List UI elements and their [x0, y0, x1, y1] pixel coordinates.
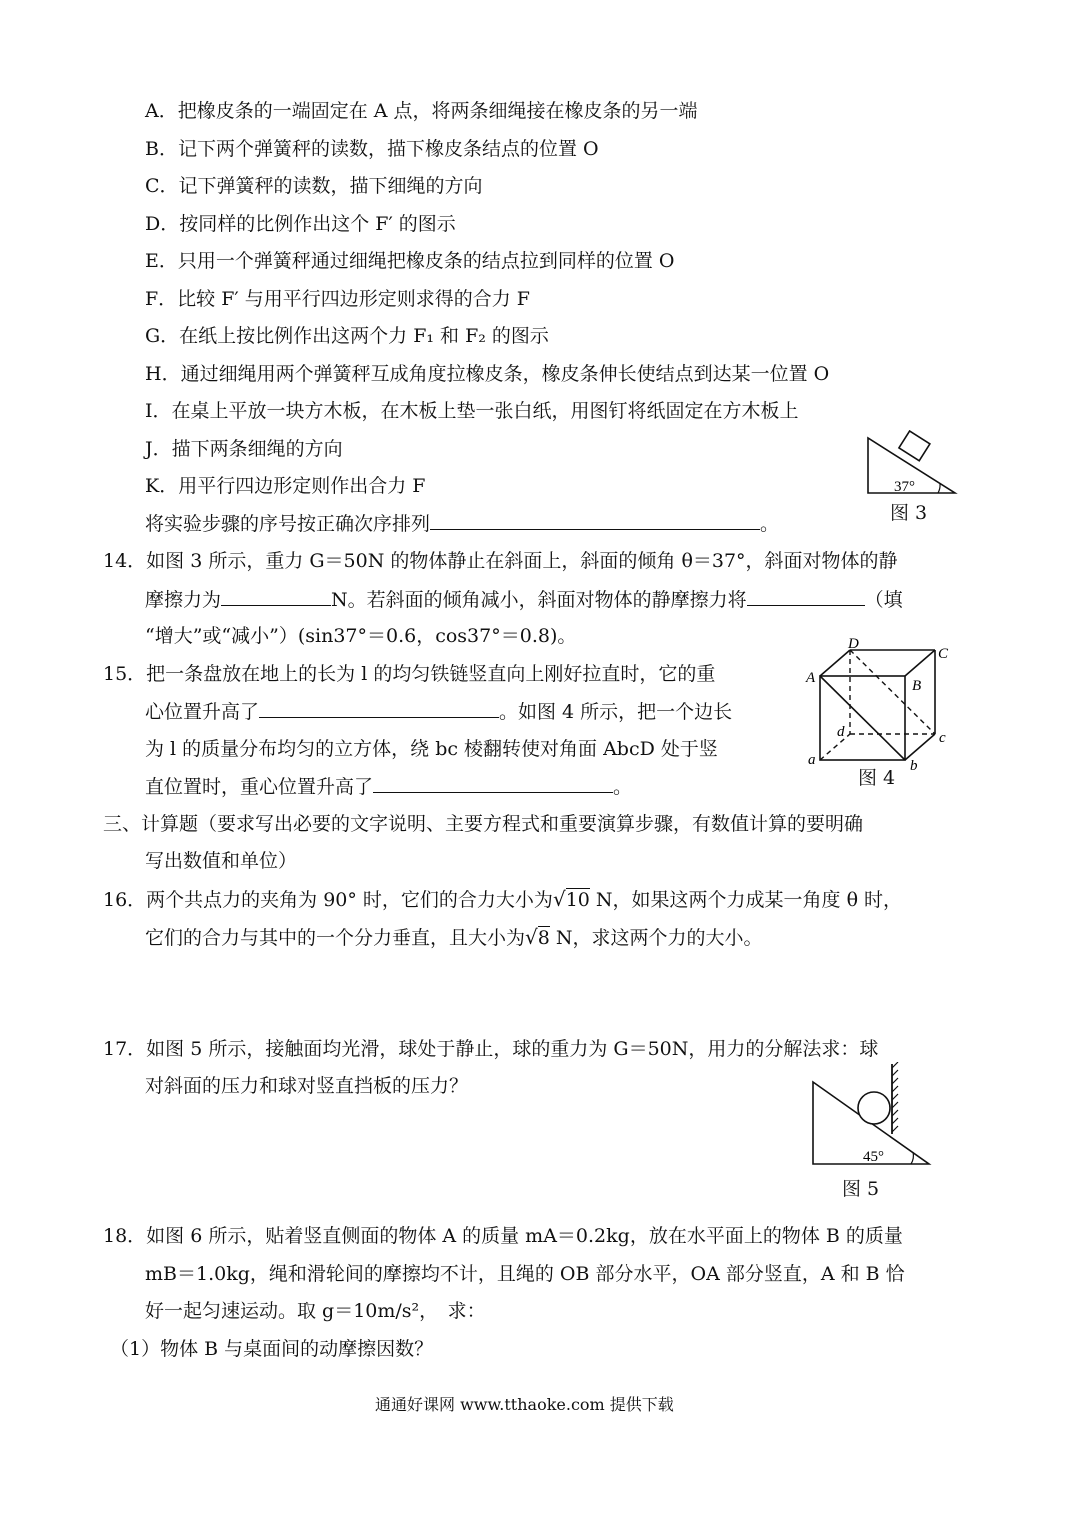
fig4-label-b: b — [910, 758, 918, 771]
step-a: A．把橡皮条的一端固定在 A 点，将两条细绳接在橡皮条的另一端 — [145, 100, 698, 122]
q15-line1: 15．把一条盘放在地上的长为 l 的均匀铁链竖直向上刚好拉直时，它的重 — [103, 663, 716, 685]
q16-line2b: N，求这两个力的大小。 — [549, 927, 763, 949]
q17-line2: 对斜面的压力和球对竖直挡板的压力？ — [145, 1075, 469, 1097]
q15-line4a: 直位置时，重心位置升高了 — [145, 776, 374, 798]
figure-4-caption: 图 4 — [858, 767, 896, 789]
q15-line2 — [145, 699, 732, 724]
step-j: J．描下两条细绳的方向 — [145, 438, 343, 460]
q14-line2b: N。若斜面的倾角减小，斜面对物体的静摩擦力将 — [331, 589, 747, 611]
q14-line3: “增大”或“减小”）(sin37°＝0.6，cos37°＝0.8)。 — [145, 625, 577, 647]
q18-sub1: （1）物体 B 与桌面间的动摩擦因数？ — [110, 1338, 434, 1360]
figure-3-caption: 图 3 — [890, 502, 928, 524]
order-prompt-text: 将实验步骤的序号按正确次序排列 — [145, 513, 431, 535]
fig4-label-D: D — [848, 636, 859, 652]
figure-4-cube — [800, 636, 960, 771]
q17-line1: 17．如图 5 所示，接触面均光滑，球处于静止，球的重力为 G＝50N，用力的分解法求：球 — [103, 1038, 879, 1060]
q16-line2a: 它们的合力与其中的一个分力垂直，且大小为 — [145, 927, 526, 949]
sqrt-radicand-1: 10 — [565, 889, 590, 911]
fig5-angle-label: 45° — [863, 1149, 884, 1165]
fig3-angle-label: 37° — [894, 479, 915, 495]
figure-3-incline — [860, 430, 960, 500]
step-g: G．在纸上按比例作出这两个力 F₁ 和 F₂ 的图示 — [145, 325, 549, 347]
step-h: H．通过细绳用两个弹簧秤互成角度拉橡皮条，橡皮条伸长使结点到达某一位置 O — [145, 363, 830, 385]
q16-line2 — [145, 925, 763, 950]
sqrt-sign-1: √ — [552, 887, 566, 911]
q15-line2a: 心位置升高了 — [145, 701, 260, 723]
order-prompt — [145, 511, 779, 536]
step-c: C．记下弹簧秤的读数，描下细绳的方向 — [145, 175, 483, 197]
section-3-heading-cont: 写出数值和单位） — [145, 850, 298, 872]
q18-line1: 18．如图 6 所示，贴着竖直侧面的物体 A 的质量 mA＝0.2kg，放在水平面上的物体 B 的质量 — [103, 1225, 903, 1247]
q15-line3: 为 l 的质量分布均匀的立方体，绕 bc 棱翻转使对角面 AbcD 处于竖 — [145, 738, 718, 760]
fig4-label-a: a — [808, 752, 816, 768]
q15-line4 — [145, 774, 632, 799]
footer: 通通好课网 www.tthaoke.com 提供下载 — [375, 1395, 674, 1414]
q14-blank-1[interactable] — [221, 587, 331, 606]
step-d: D．按同样的比例作出这个 F′ 的图示 — [145, 213, 456, 235]
q14-line2c: （填 — [864, 589, 903, 611]
order-end: 。 — [760, 513, 780, 535]
fig4-label-A: A — [806, 670, 816, 686]
section-3-heading: 三、计算题（要求写出必要的文字说明、主要方程式和重要演算步骤，有数值计算的要明确 — [103, 813, 864, 835]
q18-line2: mB＝1.0kg，绳和滑轮间的摩擦均不计，且绳的 OB 部分水平，OA 部分竖直，A 和 B 恰 — [145, 1263, 905, 1285]
q14-blank-2[interactable] — [747, 587, 865, 606]
sqrt-sign-2: √ — [525, 925, 538, 949]
q16-line1a: 16．两个共点力的夹角为 90° 时，它们的合力大小为 — [103, 889, 553, 911]
step-b: B．记下两个弹簧秤的读数，描下橡皮条结点的位置 O — [145, 138, 599, 160]
q18-line3: 好一起匀速运动。取 g＝10m/s²， 求： — [145, 1300, 486, 1322]
order-blank[interactable] — [430, 511, 760, 530]
step-e: E．只用一个弹簧秤通过细绳把橡皮条的结点拉到同样的位置 O — [145, 250, 675, 272]
step-f: F．比较 F′ 与用平行四边形定则求得的合力 F — [145, 288, 530, 310]
fig4-label-c: c — [939, 730, 946, 746]
figure-5-ball-incline — [805, 1062, 940, 1170]
fig4-label-d: d — [837, 724, 845, 740]
step-i: I．在桌上平放一块方木板，在木板上垫一张白纸，用图钉将纸固定在方木板上 — [145, 400, 799, 422]
q16-line1b: N，如果这两个力成某一角度 θ 时， — [589, 889, 903, 911]
fig4-label-C: C — [938, 646, 949, 662]
q15-line2b: 。如图 4 所示，把一个边长 — [499, 701, 733, 723]
q14-line1: 14．如图 3 所示，重力 G＝50N 的物体静止在斜面上，斜面的倾角 θ＝37°，斜面对物体的静 — [103, 550, 898, 572]
fig4-label-B: B — [912, 678, 922, 694]
sqrt-radicand-2: 8 — [537, 927, 550, 949]
step-k: K．用平行四边形定则作出合力 F — [145, 475, 426, 497]
q15-line4b: 。 — [613, 776, 633, 798]
q15-blank-2[interactable] — [373, 774, 613, 793]
figure-5-caption: 图 5 — [842, 1178, 880, 1200]
q16-line1 — [103, 887, 902, 912]
q14-line2 — [145, 587, 903, 612]
q15-blank-1[interactable] — [259, 699, 499, 718]
q14-line2a: 摩擦力为 — [145, 589, 222, 611]
